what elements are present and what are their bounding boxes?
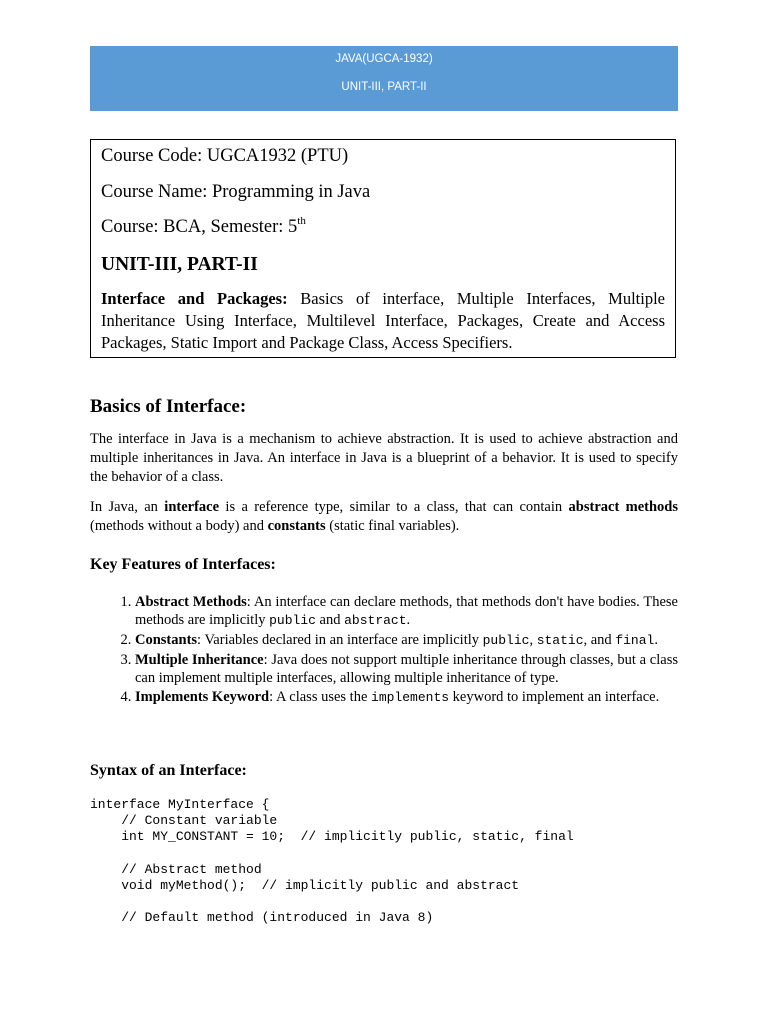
list-item (135, 688, 678, 707)
feature-term: Multiple Inheritance (135, 652, 264, 668)
course-info-box (90, 139, 676, 358)
list-item (135, 593, 678, 630)
document-header-banner (90, 46, 678, 111)
course-unit-title: UNIT-III, PART-II (101, 254, 258, 275)
para2-text-1: In Java, an (90, 499, 165, 515)
feature-text: : An interface can declare methods, that methods don't have bodies. These methods are implicitly (135, 594, 678, 628)
header-course-title: JAVA(UGCA-1932) (335, 53, 433, 65)
feature-text: and (315, 612, 345, 628)
feature-text: . (654, 632, 658, 648)
feature-term: Implements Keyword (135, 689, 270, 705)
feature-code: implements (371, 690, 450, 705)
para2-bold-constants: constants (267, 518, 326, 534)
feature-code: abstract (344, 613, 407, 628)
basics-paragraph-1: The interface in Java is a mechanism to achieve abstraction. It is used to achieve abstraction and multiple inheritances in Java. An interface in Java is a blueprint of a behavior. It is used to specify the behavior of a class. (90, 431, 678, 485)
feature-text: : Variables declared in an interface are implicitly (197, 632, 483, 648)
feature-text: keyword to implement an interface. (449, 689, 660, 705)
feature-term: Constants (135, 632, 198, 648)
course-semester (101, 217, 306, 238)
feature-code: static (536, 633, 584, 648)
feature-text: : A class uses the (269, 689, 372, 705)
feature-text: , and (583, 632, 616, 648)
interface-code-block: interface MyInterface { // Constant variable int MY_CONSTANT = 10; // implicitly public, static, final // Abstract method void myMethod(); // implicitly public and abstract // Default method (introduced in Java 8) (90, 797, 574, 926)
course-semester-suffix: th (297, 215, 306, 227)
para2-text-2: is a reference type, similar to a class, that can contain (219, 499, 569, 515)
feature-text: . (406, 612, 411, 628)
para2-text-4: (static final variables). (325, 518, 460, 534)
basics-heading: Basics of Interface: (90, 396, 247, 417)
course-description-text: Basics of interface, Multiple Interfaces, Multiple Inheritance Using Interface, Multilevel Interface, Packages, Create and Access Packages, Static Import and Package Class, Access Specifiers. (101, 289, 665, 352)
basics-paragraph-2 (90, 498, 678, 536)
course-name: Course Name: Programming in Java (101, 182, 371, 202)
list-item (135, 631, 678, 650)
feature-term: Abstract Methods (135, 594, 247, 610)
syntax-heading: Syntax of an Interface: (90, 762, 247, 779)
feature-code: public (482, 633, 530, 648)
key-features-list (90, 593, 678, 708)
course-description-label: Interface and Packages: (101, 289, 288, 308)
feature-text: : Java does not support multiple inheritance through classes, but a class can implement multiple interfaces, allowing multiple inheritance of type. (135, 652, 678, 686)
para2-bold-interface: interface (164, 499, 220, 515)
para2-bold-abstract-methods: abstract methods (568, 499, 679, 515)
feature-code: final (615, 633, 655, 648)
list-item (135, 651, 678, 687)
course-semester-text: Course: BCA, Semester: 5 (101, 217, 298, 237)
header-unit-title: UNIT-III, PART-II (341, 81, 427, 93)
para2-text-3: (methods without a body) and (90, 518, 268, 534)
feature-text: , (529, 632, 537, 648)
feature-code: public (269, 613, 316, 628)
key-features-heading: Key Features of Interfaces: (90, 556, 276, 573)
course-code: Course Code: UGCA1932 (PTU) (101, 146, 349, 166)
course-description (101, 288, 665, 354)
